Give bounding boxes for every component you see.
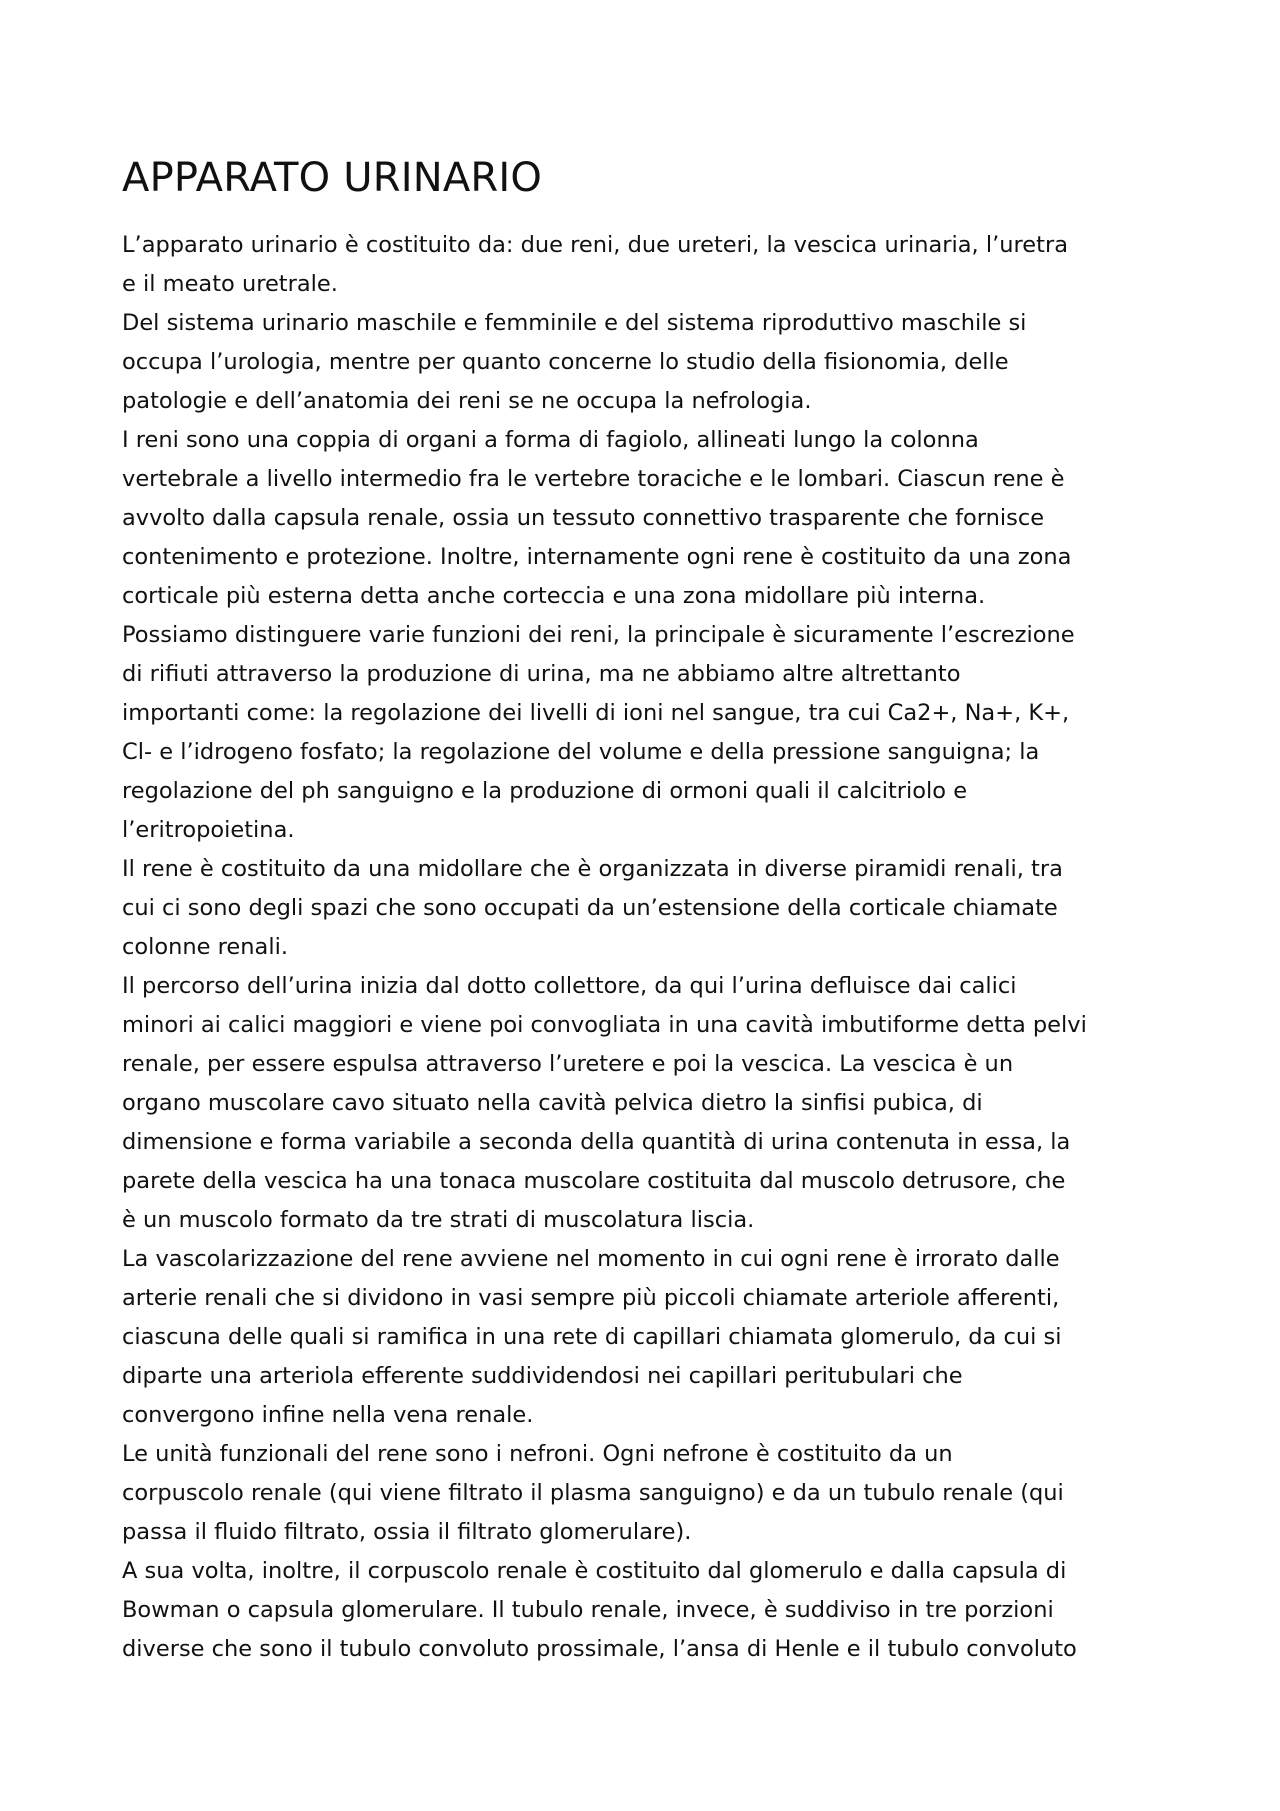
- text-line: Bowman o capsula glomerulare. Il tubulo renale, invece, è suddiviso in tre porzioni: [122, 1597, 1054, 1623]
- text-line: convergono infine nella vena renale.: [122, 1402, 534, 1428]
- text-line: di rifiuti attraverso la produzione di urina, ma ne abbiamo altre altrettanto: [122, 661, 961, 687]
- text-line: organo muscolare cavo situato nella cavità pelvica dietro la sinfisi pubica, di: [122, 1090, 983, 1116]
- text-line: importanti come: la regolazione dei livelli di ioni nel sangue, tra cui Ca2+, Na+, K+,: [122, 700, 1070, 726]
- text-line: è un muscolo formato da tre strati di muscolatura liscia.: [122, 1207, 755, 1233]
- text-line: diparte una arteriola efferente suddividendosi nei capillari peritubulari che: [122, 1363, 963, 1389]
- text-line: dimensione e forma variabile a seconda della quantità di urina contenuta in essa, la: [122, 1129, 1071, 1155]
- text-line: I reni sono una coppia di organi a forma di fagiolo, allineati lungo la colonna: [122, 427, 979, 453]
- text-line: Le unità funzionali del rene sono i nefroni. Ogni nefrone è costituito da un: [122, 1441, 953, 1467]
- text-line: La vascolarizzazione del rene avviene nel momento in cui ogni rene è irrorato dalle: [122, 1246, 1060, 1272]
- page-title: APPARATO URINARIO: [122, 155, 543, 201]
- text-line: corpuscolo renale (qui viene filtrato il plasma sanguigno) e da un tubulo renale (qui: [122, 1480, 1064, 1506]
- text-line: vertebrale a livello intermedio fra le vertebre toraciche e le lombari. Ciascun rene è: [122, 466, 1065, 492]
- text-line: cui ci sono degli spazi che sono occupati da un’estensione della corticale chiamate: [122, 895, 1058, 921]
- text-line: regolazione del ph sanguigno e la produzione di ormoni quali il calcitriolo e: [122, 778, 968, 804]
- text-line: minori ai calici maggiori e viene poi convogliata in una cavità imbutiforme detta pelvi: [122, 1012, 1087, 1038]
- text-line: occupa l’urologia, mentre per quanto concerne lo studio della fisionomia, delle: [122, 349, 1009, 375]
- text-line: diverse che sono il tubulo convoluto prossimale, l’ansa di Henle e il tubulo convoluto: [122, 1636, 1077, 1662]
- text-line: passa il fluido filtrato, ossia il filtrato glomerulare).: [122, 1519, 692, 1545]
- text-line: arterie renali che si dividono in vasi sempre più piccoli chiamate arteriole afferenti,: [122, 1285, 1060, 1311]
- text-line: renale, per essere espulsa attraverso l’uretere e poi la vescica. La vescica è un: [122, 1051, 1014, 1077]
- text-line: ciascuna delle quali si ramifica in una rete di capillari chiamata glomerulo, da cui si: [122, 1324, 1062, 1350]
- text-line: e il meato uretrale.: [122, 271, 338, 297]
- text-line: l’eritropoietina.: [122, 817, 295, 843]
- text-line: Possiamo distinguere varie funzioni dei reni, la principale è sicuramente l’escrezione: [122, 622, 1075, 648]
- text-line: parete della vescica ha una tonaca muscolare costituita dal muscolo detrusore, che: [122, 1168, 1066, 1194]
- body-text: [122, 226, 1182, 1669]
- text-line: colonne renali.: [122, 934, 288, 960]
- text-line: corticale più esterna detta anche corteccia e una zona midollare più interna.: [122, 583, 986, 609]
- text-line: avvolto dalla capsula renale, ossia un tessuto connettivo trasparente che fornisce: [122, 505, 1045, 531]
- text-line: Il rene è costituito da una midollare che è organizzata in diverse piramidi renali, tra: [122, 856, 1063, 882]
- text-line: Cl- e l’idrogeno fosfato; la regolazione del volume e della pressione sanguigna; la: [122, 739, 1040, 765]
- text-line: patologie e dell’anatomia dei reni se ne occupa la nefrologia.: [122, 388, 812, 414]
- text-line: L’apparato urinario è costituito da: due reni, due ureteri, la vescica urinaria, l’uretra: [122, 232, 1068, 258]
- text-line: A sua volta, inoltre, il corpuscolo renale è costituito dal glomerulo e dalla capsula di: [122, 1558, 1067, 1584]
- text-line: contenimento e protezione. Inoltre, internamente ogni rene è costituito da una zona: [122, 544, 1072, 570]
- text-line: Del sistema urinario maschile e femminile e del sistema riproduttivo maschile si: [122, 310, 1027, 336]
- text-line: Il percorso dell’urina inizia dal dotto collettore, da qui l’urina defluisce dai calici: [122, 973, 1017, 999]
